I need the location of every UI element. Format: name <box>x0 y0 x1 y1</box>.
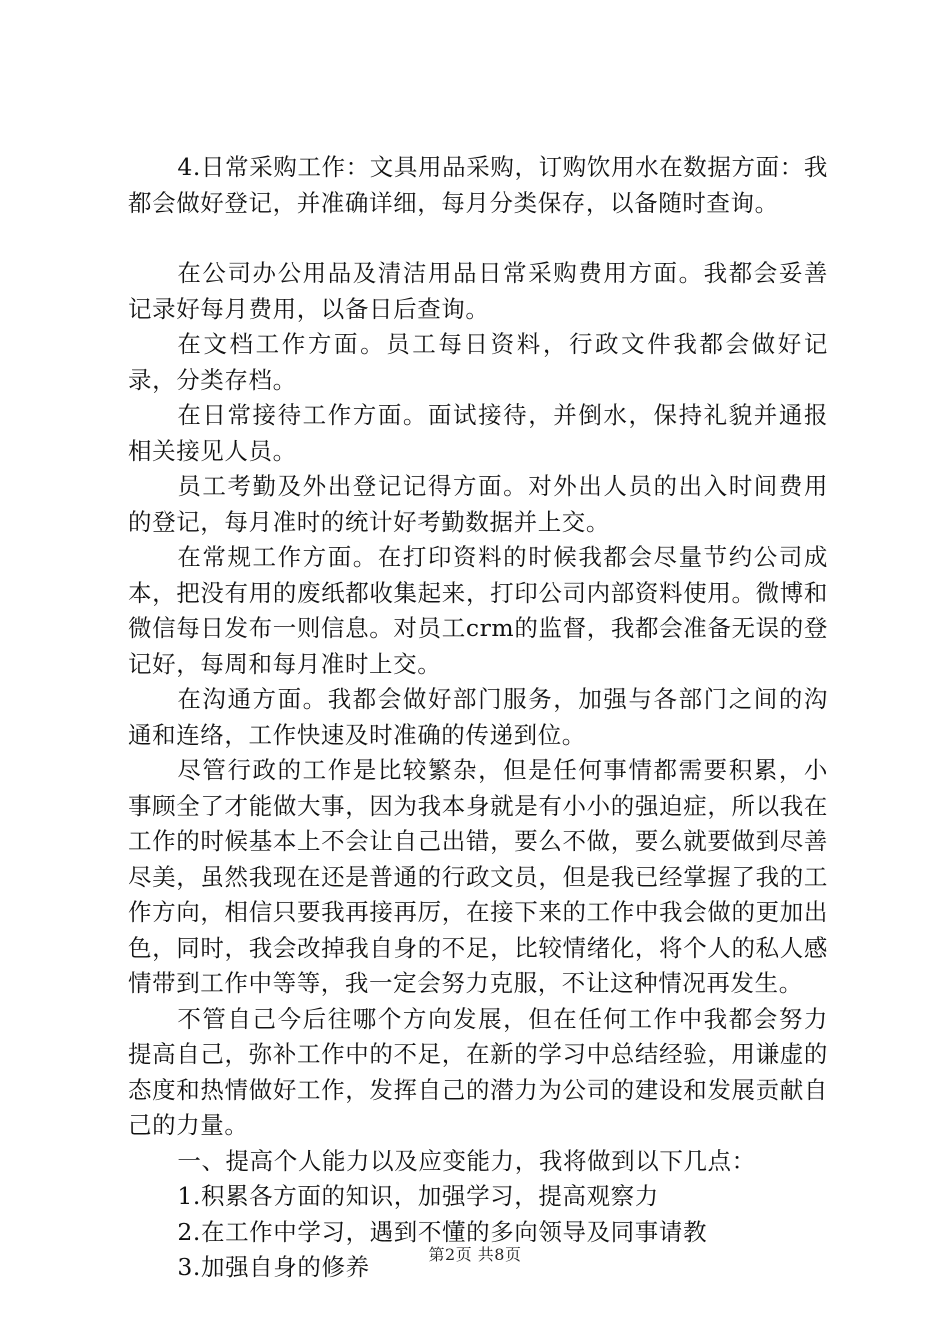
paragraph-improvement-heading: 一、提高个人能力以及应变能力，我将做到以下几点： <box>177 1146 756 1175</box>
paragraph-document-work: 在文档工作方面。员工每日资料，行政文件我都会做好记录，分类存档。 <box>128 330 828 394</box>
paragraph-communication: 在沟通方面。我都会做好部门服务，加强与各部门之间的沟通和连络，工作快速及时准确的传递到位。 <box>128 685 828 749</box>
paragraph-office-supplies-cost: 在公司办公用品及清洁用品日常采购费用方面。我都会妥善记录好每月费用，以备日后查询。 <box>128 259 828 323</box>
paragraph-daily-procurement: 4.日常采购工作：文具用品采购，订购饮用水在数据方面：我都会做好登记，并准确详细，每月分类保存，以备随时查询。 <box>128 153 828 217</box>
page-number-footer: 第2页 共8页 <box>428 1245 522 1264</box>
paragraph-routine-work: 在常规工作方面。在打印资料的时候我都会尽量节约公司成本，把没有用的废纸都收集起来，打印公司内部资料使用。微博和微信每日发布一则信息。对员工crm的监督，我都会准备无误的登记好，每周和每月准时上交。 <box>128 543 828 678</box>
paragraph-attendance: 员工考勤及外出登记记得方面。对外出人员的出入时间费用的登记，每月准时的统计好考勤数据并上交。 <box>128 472 828 536</box>
document-body <box>128 150 828 1286</box>
list-item-self-cultivation: 3.加强自身的修养 <box>177 1253 370 1281</box>
paragraph-future-development: 不管自己今后往哪个方向发展，但在任何工作中我都会努力提高自己，弥补工作中的不足，在新的学习中总结经验，用谦虚的态度和热情做好工作，发挥自己的潜力为公司的建设和发展贡献自己的力量。 <box>128 1004 828 1139</box>
list-item-knowledge: 1.积累各方面的知识，加强学习，提高观察力 <box>177 1182 659 1210</box>
list-item-learn-at-work: 2.在工作中学习，遇到不懂的多向领导及同事请教 <box>177 1217 708 1246</box>
paragraph-reflection: 尽管行政的工作是比较繁杂，但是任何事情都需要积累，小事顾全了才能做大事，因为我本身就是有小小的强迫症，所以我在工作的时候基本上不会让自己出错，要么不做，要么就要做到尽善尽美，虽然我现在还是普通的行政文员，但是我已经掌握了我的工作方向，相信只要我再接再厉，在接下来的工作中我会做的更加出色，同时，我会改掉我自身的不足，比较情绪化，将个人的私人感情带到工作中等等，我一定会努力克服，不让这种情况再发生。 <box>128 756 828 997</box>
paragraph-reception-work: 在日常接待工作方面。面试接待，并倒水，保持礼貌并通报相关接见人员。 <box>128 401 828 465</box>
